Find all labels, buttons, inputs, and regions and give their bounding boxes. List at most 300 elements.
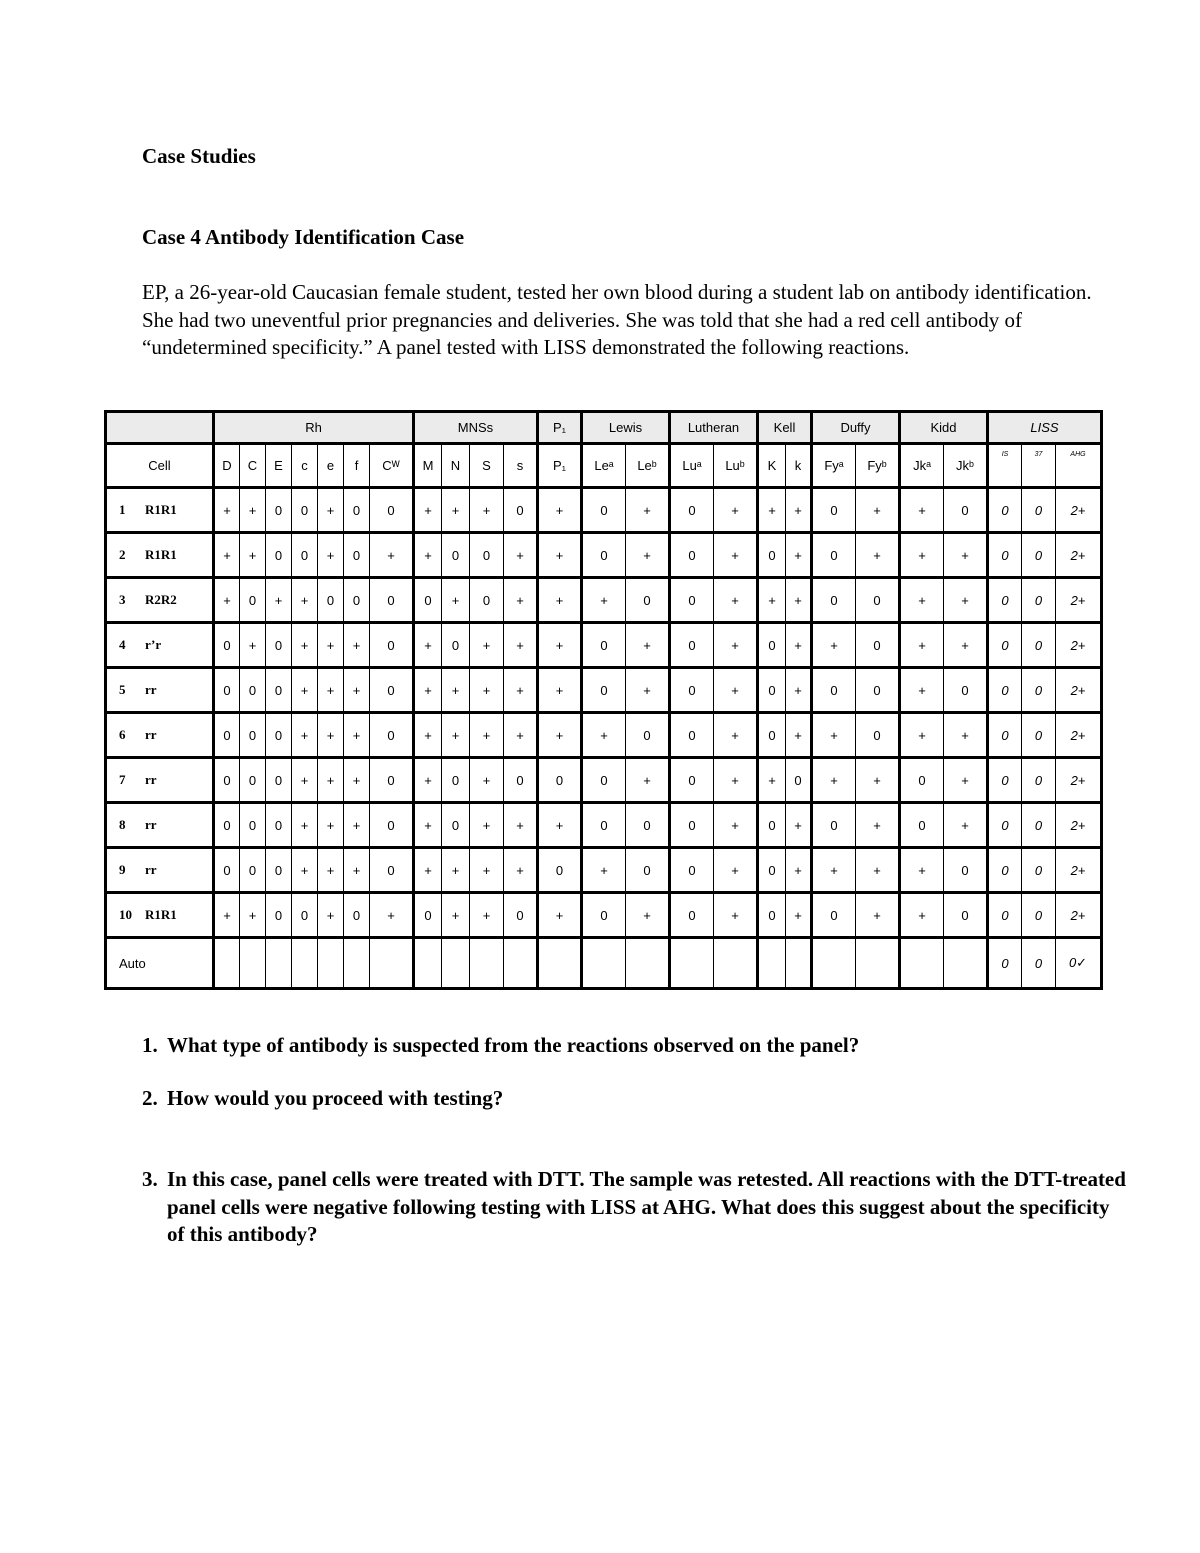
antigen-result: 0 bbox=[442, 803, 470, 848]
antigen-result: + bbox=[786, 578, 812, 623]
antigen-result: 0 bbox=[670, 623, 714, 668]
antigen-result: 0 bbox=[214, 668, 240, 713]
antigen-result: + bbox=[812, 758, 856, 803]
antigen-result: + bbox=[318, 533, 344, 578]
antigen-result: 0 bbox=[944, 668, 988, 713]
antigen-result: + bbox=[582, 848, 626, 893]
antigen-result: + bbox=[812, 848, 856, 893]
antigen-result: + bbox=[318, 848, 344, 893]
antigen-result: + bbox=[318, 488, 344, 533]
antigen-result: 0 bbox=[856, 713, 900, 758]
cell-number: 1 bbox=[119, 502, 126, 517]
antigen-header: Jkᵃ bbox=[900, 444, 944, 488]
antigen-result: + bbox=[582, 578, 626, 623]
antigen-result: 0 bbox=[944, 488, 988, 533]
antigen-result: 0 bbox=[812, 803, 856, 848]
antigen-result: + bbox=[504, 803, 538, 848]
cell-number: 6 bbox=[119, 727, 126, 742]
antigen-result: 0 bbox=[240, 668, 266, 713]
antigen-result: 0 bbox=[944, 893, 988, 938]
antigen-result: 0 bbox=[470, 533, 504, 578]
antigen-header: Cᵂ bbox=[370, 444, 414, 488]
antigen-result: + bbox=[856, 758, 900, 803]
antigen-result: + bbox=[944, 713, 988, 758]
antigen-result: + bbox=[318, 623, 344, 668]
empty-cell bbox=[758, 938, 786, 989]
cell-column-header: Cell bbox=[106, 444, 214, 488]
antigen-result: + bbox=[786, 713, 812, 758]
antigen-result: 0 bbox=[538, 848, 582, 893]
antigen-result: 0 bbox=[266, 488, 292, 533]
antigen-result: 0 bbox=[670, 488, 714, 533]
antigen-result: + bbox=[214, 578, 240, 623]
antigen-result: + bbox=[266, 578, 292, 623]
reaction-result: 0 bbox=[988, 938, 1022, 989]
antigen-result: 0 bbox=[344, 488, 370, 533]
panel-row bbox=[106, 623, 1102, 668]
antigen-result: + bbox=[344, 713, 370, 758]
empty-cell bbox=[670, 938, 714, 989]
antigen-result: + bbox=[626, 758, 670, 803]
cell-number: 10 bbox=[119, 907, 132, 922]
antigen-header: Luᵇ bbox=[714, 444, 758, 488]
phase-header: 37 bbox=[1022, 444, 1056, 488]
antigen-header: Jkᵇ bbox=[944, 444, 988, 488]
reaction-result: 0 bbox=[1022, 488, 1056, 533]
antigen-header: Fyᵇ bbox=[856, 444, 900, 488]
antigen-result: + bbox=[812, 713, 856, 758]
antigen-result: + bbox=[414, 848, 442, 893]
antigen-result: + bbox=[504, 578, 538, 623]
antigen-header: K bbox=[758, 444, 786, 488]
empty-cell bbox=[266, 938, 292, 989]
antigen-result: + bbox=[292, 713, 318, 758]
cell-id bbox=[106, 623, 214, 668]
cell-phenotype: rr bbox=[145, 682, 157, 697]
antigen-result: 0 bbox=[582, 893, 626, 938]
empty-cell bbox=[318, 938, 344, 989]
antigen-result: 0 bbox=[812, 488, 856, 533]
antigen-result: + bbox=[240, 623, 266, 668]
antigen-result: 0 bbox=[344, 578, 370, 623]
antigen-result: 0 bbox=[240, 758, 266, 803]
antigen-result: 0 bbox=[786, 758, 812, 803]
case-title: Case 4 Antibody Identification Case bbox=[142, 225, 465, 249]
antigen-result: 0 bbox=[670, 578, 714, 623]
antigen-result: + bbox=[714, 893, 758, 938]
antigen-result: + bbox=[856, 803, 900, 848]
panel-row bbox=[106, 713, 1102, 758]
antigen-result: 0 bbox=[214, 848, 240, 893]
antigen-header: Fyᵃ bbox=[812, 444, 856, 488]
antigen-result: + bbox=[318, 893, 344, 938]
reaction-result: 0 bbox=[1022, 668, 1056, 713]
reaction-result: 0 bbox=[988, 578, 1022, 623]
reaction-result: 0 bbox=[988, 668, 1022, 713]
reaction-result: 0 bbox=[988, 803, 1022, 848]
antigen-result: 0 bbox=[414, 578, 442, 623]
antigen-result: + bbox=[900, 623, 944, 668]
antigen-result: 0 bbox=[266, 758, 292, 803]
antigen-result: 0 bbox=[670, 713, 714, 758]
antigen-result: + bbox=[786, 623, 812, 668]
reaction-result: 0 bbox=[1022, 803, 1056, 848]
antigen-header: k bbox=[786, 444, 812, 488]
reaction-result: 0 bbox=[988, 758, 1022, 803]
antigen-result: 0 bbox=[266, 533, 292, 578]
empty-cell bbox=[442, 938, 470, 989]
antigen-result: + bbox=[538, 488, 582, 533]
antigen-result: + bbox=[442, 893, 470, 938]
group-header: Rh bbox=[214, 412, 414, 444]
antigen-result: + bbox=[626, 893, 670, 938]
antigen-result: + bbox=[470, 668, 504, 713]
antigen-result: + bbox=[414, 533, 442, 578]
cell-id bbox=[106, 488, 214, 533]
question-2 bbox=[142, 1085, 1127, 1113]
empty-cell bbox=[214, 938, 240, 989]
phase-header: AHG bbox=[1056, 444, 1102, 488]
reaction-result: 0 bbox=[1022, 713, 1056, 758]
empty-cell bbox=[240, 938, 266, 989]
antigen-result: 0 bbox=[758, 668, 786, 713]
empty-cell bbox=[344, 938, 370, 989]
antigen-result: 0 bbox=[626, 578, 670, 623]
antigen-result: + bbox=[344, 848, 370, 893]
antigen-result: + bbox=[318, 668, 344, 713]
panel-row bbox=[106, 488, 1102, 533]
antigen-result: + bbox=[944, 578, 988, 623]
antigen-result: 0 bbox=[214, 758, 240, 803]
antigen-result: 0 bbox=[414, 893, 442, 938]
cell-phenotype: rr bbox=[145, 727, 157, 742]
antigen-result: + bbox=[504, 623, 538, 668]
antigen-result: 0 bbox=[214, 623, 240, 668]
antigen-result: + bbox=[470, 623, 504, 668]
antigen-result: 0 bbox=[582, 758, 626, 803]
antigen-result: 0 bbox=[626, 803, 670, 848]
antigen-result: + bbox=[344, 803, 370, 848]
antigen-result: + bbox=[442, 668, 470, 713]
antigen-result: 0 bbox=[758, 713, 786, 758]
reaction-result: 0 bbox=[1022, 758, 1056, 803]
page-title: Case Studies bbox=[142, 144, 256, 168]
panel-row bbox=[106, 533, 1102, 578]
antigen-result: + bbox=[786, 848, 812, 893]
antigen-result: 0 bbox=[240, 848, 266, 893]
empty-cell bbox=[714, 938, 758, 989]
reaction-result: 0 bbox=[988, 848, 1022, 893]
question-number: 2. bbox=[142, 1086, 158, 1110]
reaction-result: 0 bbox=[1022, 848, 1056, 893]
reaction-result: 0✓ bbox=[1056, 938, 1102, 989]
antigen-result: + bbox=[786, 893, 812, 938]
antigen-result: + bbox=[370, 533, 414, 578]
antigen-result: + bbox=[470, 758, 504, 803]
antigen-result: + bbox=[442, 578, 470, 623]
antigram-panel-table bbox=[104, 410, 1103, 990]
antigen-result: 0 bbox=[370, 758, 414, 803]
group-header: Lutheran bbox=[670, 412, 758, 444]
antigen-result: + bbox=[900, 533, 944, 578]
reaction-result: 0 bbox=[988, 623, 1022, 668]
reaction-result: 0 bbox=[988, 488, 1022, 533]
antigen-result: + bbox=[786, 668, 812, 713]
antigen-result: + bbox=[414, 713, 442, 758]
antigen-result: + bbox=[470, 713, 504, 758]
antigen-header: Leᵃ bbox=[582, 444, 626, 488]
antigen-result: + bbox=[240, 533, 266, 578]
antigen-result: 0 bbox=[758, 893, 786, 938]
panel-row bbox=[106, 758, 1102, 803]
antigen-result: 0 bbox=[370, 848, 414, 893]
antigen-result: + bbox=[318, 758, 344, 803]
empty-cell bbox=[626, 938, 670, 989]
cell-number: 4 bbox=[119, 637, 126, 652]
cell-number: 7 bbox=[119, 772, 126, 787]
antigen-result: 0 bbox=[582, 533, 626, 578]
antigen-header: P₁ bbox=[538, 444, 582, 488]
antigen-result: + bbox=[240, 488, 266, 533]
cell-id bbox=[106, 803, 214, 848]
antigen-result: 0 bbox=[670, 803, 714, 848]
panel-row bbox=[106, 578, 1102, 623]
case-description: EP, a 26-year-old Caucasian female student, tested her own blood during a student lab on antibody identification. She had two uneventful prior pregnancies and deliveries. She was told that she had a red cell antibody of “undetermined specificity.” A panel tested with LISS demonstrated the following reactions. bbox=[142, 280, 1092, 359]
antigen-result: + bbox=[344, 623, 370, 668]
antigen-header: f bbox=[344, 444, 370, 488]
antigen-result: + bbox=[470, 893, 504, 938]
antigen-result: 0 bbox=[370, 623, 414, 668]
antigen-result: + bbox=[900, 578, 944, 623]
antigen-result: 0 bbox=[470, 578, 504, 623]
antigen-result: 0 bbox=[758, 803, 786, 848]
antigen-result: + bbox=[214, 488, 240, 533]
antigen-result: 0 bbox=[582, 803, 626, 848]
group-header: Duffy bbox=[812, 412, 900, 444]
antigen-result: 0 bbox=[812, 578, 856, 623]
antigen-result: + bbox=[758, 578, 786, 623]
antigen-result: + bbox=[714, 713, 758, 758]
group-header-blank bbox=[106, 412, 214, 444]
antigen-result: + bbox=[442, 488, 470, 533]
antigen-result: + bbox=[714, 758, 758, 803]
cell-number: 8 bbox=[119, 817, 126, 832]
antigen-result: 0 bbox=[442, 758, 470, 803]
antigen-result: 0 bbox=[214, 713, 240, 758]
antigen-result: 0 bbox=[900, 803, 944, 848]
antigen-result: + bbox=[856, 488, 900, 533]
antigen-result: 0 bbox=[582, 668, 626, 713]
group-header: MNSs bbox=[414, 412, 538, 444]
antigen-result: 0 bbox=[240, 803, 266, 848]
cell-id bbox=[106, 578, 214, 623]
antigen-header: D bbox=[214, 444, 240, 488]
antigen-result: + bbox=[538, 623, 582, 668]
antigen-result: 0 bbox=[538, 758, 582, 803]
antigen-result: + bbox=[214, 893, 240, 938]
antigen-result: 0 bbox=[856, 623, 900, 668]
antigen-result: 0 bbox=[240, 578, 266, 623]
antigen-result: + bbox=[856, 533, 900, 578]
phase-header: IS bbox=[988, 444, 1022, 488]
antigen-result: + bbox=[344, 758, 370, 803]
panel-row bbox=[106, 668, 1102, 713]
antigen-result: 0 bbox=[442, 533, 470, 578]
cell-phenotype: R1R1 bbox=[145, 547, 177, 562]
antigen-result: + bbox=[944, 803, 988, 848]
antigen-header: e bbox=[318, 444, 344, 488]
empty-cell bbox=[370, 938, 414, 989]
antigen-result: 0 bbox=[370, 713, 414, 758]
antigen-result: + bbox=[470, 848, 504, 893]
antigen-result: + bbox=[944, 533, 988, 578]
antigen-header: E bbox=[266, 444, 292, 488]
antigen-result: + bbox=[758, 488, 786, 533]
cell-id bbox=[106, 533, 214, 578]
question-text: In this case, panel cells were treated with DTT. The sample was retested. All reactions with the DTT-treated panel cells were negative following testing with LISS at AHG. What does this suggest about the specificity of this antibody? bbox=[167, 1167, 1126, 1246]
antigen-result: 0 bbox=[266, 668, 292, 713]
reaction-result: 2+ bbox=[1056, 848, 1102, 893]
cell-phenotype: R1R1 bbox=[145, 907, 177, 922]
antigen-result: + bbox=[786, 533, 812, 578]
antigen-result: + bbox=[538, 533, 582, 578]
antigen-result: + bbox=[626, 533, 670, 578]
antigen-result: + bbox=[582, 713, 626, 758]
reaction-result: 0 bbox=[1022, 578, 1056, 623]
group-header: LISS bbox=[988, 412, 1102, 444]
antigen-result: 0 bbox=[266, 623, 292, 668]
antigen-result: + bbox=[344, 668, 370, 713]
panel-row bbox=[106, 848, 1102, 893]
empty-cell bbox=[900, 938, 944, 989]
question-text: What type of antibody is suspected from the reactions observed on the panel? bbox=[167, 1033, 860, 1057]
reaction-result: 2+ bbox=[1056, 578, 1102, 623]
cell-id bbox=[106, 758, 214, 803]
question-text: How would you proceed with testing? bbox=[167, 1086, 504, 1110]
antigen-result: + bbox=[292, 668, 318, 713]
antigen-result: 0 bbox=[900, 758, 944, 803]
antigen-result: + bbox=[714, 848, 758, 893]
antigen-result: 0 bbox=[812, 893, 856, 938]
empty-cell bbox=[470, 938, 504, 989]
reaction-result: 0 bbox=[1022, 938, 1056, 989]
antigen-result: 0 bbox=[266, 713, 292, 758]
reaction-result: 0 bbox=[988, 713, 1022, 758]
cell-id bbox=[106, 713, 214, 758]
antigen-result: + bbox=[504, 713, 538, 758]
antigen-result: + bbox=[538, 578, 582, 623]
group-header: Kidd bbox=[900, 412, 988, 444]
empty-cell bbox=[786, 938, 812, 989]
antigen-result: + bbox=[470, 488, 504, 533]
reaction-result: 2+ bbox=[1056, 893, 1102, 938]
antigen-result: 0 bbox=[812, 533, 856, 578]
antigen-result: + bbox=[714, 578, 758, 623]
group-header: Kell bbox=[758, 412, 812, 444]
antigen-header: N bbox=[442, 444, 470, 488]
antigen-result: + bbox=[442, 713, 470, 758]
panel-row bbox=[106, 893, 1102, 938]
antigen-result: 0 bbox=[370, 803, 414, 848]
antigen-result: 0 bbox=[944, 848, 988, 893]
antigen-result: + bbox=[900, 848, 944, 893]
antigen-result: + bbox=[504, 668, 538, 713]
question-1 bbox=[142, 1032, 1127, 1060]
empty-cell bbox=[856, 938, 900, 989]
reaction-result: 2+ bbox=[1056, 758, 1102, 803]
cell-phenotype: R1R1 bbox=[145, 502, 177, 517]
antigen-result: 0 bbox=[626, 848, 670, 893]
reaction-result: 2+ bbox=[1056, 713, 1102, 758]
antigen-result: + bbox=[414, 668, 442, 713]
antigen-result: + bbox=[442, 848, 470, 893]
reaction-result: 0 bbox=[988, 893, 1022, 938]
question-number: 1. bbox=[142, 1033, 158, 1057]
antigen-result: + bbox=[714, 668, 758, 713]
antigen-result: + bbox=[538, 803, 582, 848]
antigen-result: 0 bbox=[266, 848, 292, 893]
antigen-result: + bbox=[812, 623, 856, 668]
antigen-result: + bbox=[214, 533, 240, 578]
antigen-header: c bbox=[292, 444, 318, 488]
antigen-result: 0 bbox=[266, 893, 292, 938]
antigen-result: + bbox=[758, 758, 786, 803]
antigen-result: 0 bbox=[758, 623, 786, 668]
antigen-header: S bbox=[470, 444, 504, 488]
antigen-result: 0 bbox=[856, 668, 900, 713]
antigen-result: + bbox=[944, 758, 988, 803]
reaction-result: 0 bbox=[1022, 623, 1056, 668]
antigen-result: 0 bbox=[670, 533, 714, 578]
antigen-result: + bbox=[292, 848, 318, 893]
antigen-result: 0 bbox=[856, 578, 900, 623]
cell-id bbox=[106, 893, 214, 938]
empty-cell bbox=[292, 938, 318, 989]
cell-number: 5 bbox=[119, 682, 126, 697]
antigen-result: + bbox=[504, 533, 538, 578]
cell-number: 2 bbox=[119, 547, 126, 562]
antigen-result: 0 bbox=[670, 848, 714, 893]
antigen-result: + bbox=[786, 803, 812, 848]
antigen-result: + bbox=[318, 803, 344, 848]
cell-id bbox=[106, 848, 214, 893]
antigen-result: + bbox=[714, 533, 758, 578]
group-header: P₁ bbox=[538, 412, 582, 444]
antigen-result: 0 bbox=[442, 623, 470, 668]
antigen-result: + bbox=[856, 893, 900, 938]
antigen-result: 0 bbox=[214, 803, 240, 848]
cell-phenotype: rr bbox=[145, 772, 157, 787]
antigen-result: 0 bbox=[318, 578, 344, 623]
antigen-result: 0 bbox=[758, 533, 786, 578]
cell-phenotype: R2R2 bbox=[145, 592, 177, 607]
reaction-result: 0 bbox=[988, 533, 1022, 578]
antigen-result: 0 bbox=[344, 893, 370, 938]
antigen-result: + bbox=[714, 803, 758, 848]
antigen-result: + bbox=[240, 893, 266, 938]
reaction-result: 2+ bbox=[1056, 668, 1102, 713]
antigen-header: M bbox=[414, 444, 442, 488]
question-3 bbox=[142, 1166, 1127, 1249]
reaction-result: 0 bbox=[1022, 893, 1056, 938]
empty-cell bbox=[944, 938, 988, 989]
antigen-result: + bbox=[538, 713, 582, 758]
antigen-result: + bbox=[370, 893, 414, 938]
question-number: 3. bbox=[142, 1167, 158, 1191]
antigen-result: 0 bbox=[582, 488, 626, 533]
antigen-header: s bbox=[504, 444, 538, 488]
antigen-result: 0 bbox=[292, 488, 318, 533]
